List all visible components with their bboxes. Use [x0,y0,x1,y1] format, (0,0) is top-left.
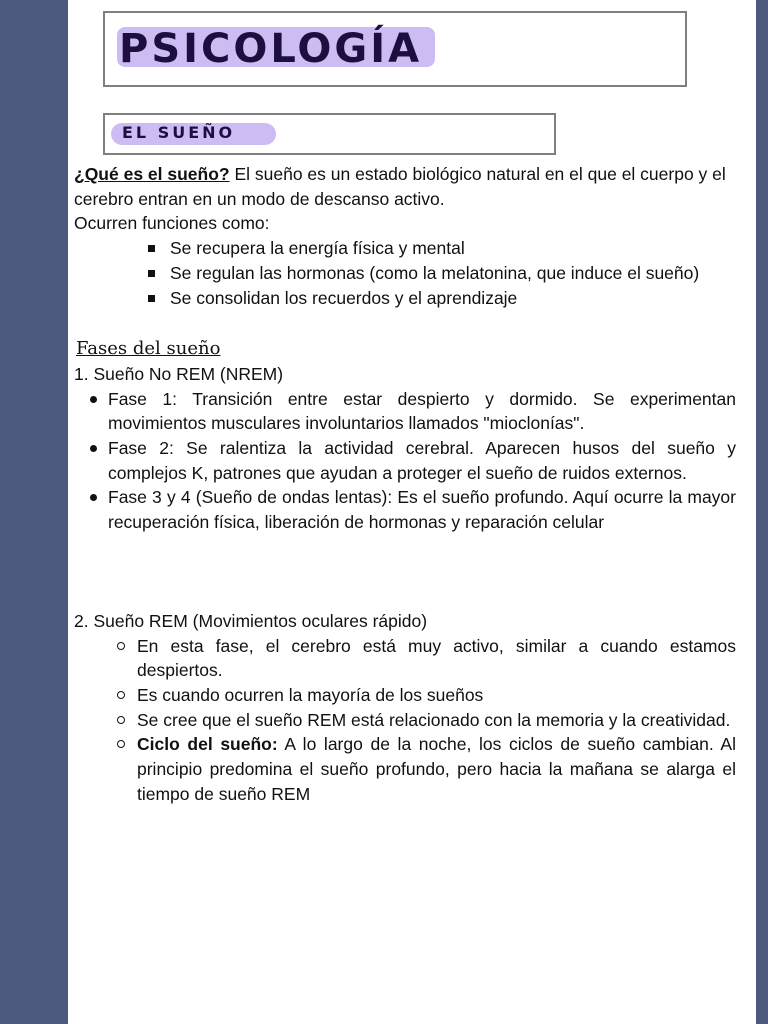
list-item: Fase 2: Se ralentiza la actividad cerebral. Aparecen husos del sueño y complejos K, patrones que ayudan a proteger el sueño de ruidos externos. [108,436,736,485]
spacer [74,535,736,609]
cycle-label: Ciclo del sueño: [137,734,278,755]
list-item: Se cree que el sueño REM está relacionado con la memoria y la creatividad. [137,708,736,733]
functions-list [74,236,736,310]
list-item: En esta fase, el cerebro está muy activo, similar a cuando estamos despiertos. [137,634,736,683]
list-item: Es cuando ocurren la mayoría de los sueños [137,683,736,708]
rem-list [74,634,736,807]
list-item: Fase 3 y 4 (Sueño de ondas lentas): Es el sueño profundo. Aquí ocurre la mayor recuperación física, liberación de hormonas y reparación celular [108,485,736,534]
subtitle-box [103,113,556,155]
cycle-text: A lo largo de la noche, los ciclos de sueño cambian. Al principio predomina el sueño profundo, pero hacia la mañana se alarga el tiempo de sueño REM [137,734,736,804]
page-title: PSICOLOGÍA [119,26,423,72]
title-box [103,11,687,87]
phases-title: Fases del sueño [76,338,221,360]
functions-intro: Ocurren funciones como: [74,213,270,234]
list-item: Se regulan las hormonas (como la melatonina, que induce el sueño) [146,261,736,286]
section-subtitle: EL SUEÑO [122,123,236,142]
document-page [68,0,756,1024]
list-item: Fase 1: Transición entre estar despierto y dormido. Se experimentan movimientos musculares involuntarios llamados "mioclonías". [108,387,736,436]
intro-paragraph [74,162,736,211]
list-item: Se recupera la energía física y mental [146,236,736,261]
rem-heading: 2. Sueño REM (Movimientos oculares rápido) [74,610,428,631]
intro-question: ¿Qué es el sueño? [74,164,230,184]
content-body [74,162,736,806]
list-item [137,732,736,806]
intro-definition: El sueño es un estado biológico natural en el que el cuerpo y el cerebro entran en un modo de descanso activo. [74,164,726,209]
nrem-list [74,387,736,535]
list-item: Se consolidan los recuerdos y el aprendizaje [146,286,736,311]
nrem-heading: 1. Sueño No REM (NREM) [74,363,284,384]
